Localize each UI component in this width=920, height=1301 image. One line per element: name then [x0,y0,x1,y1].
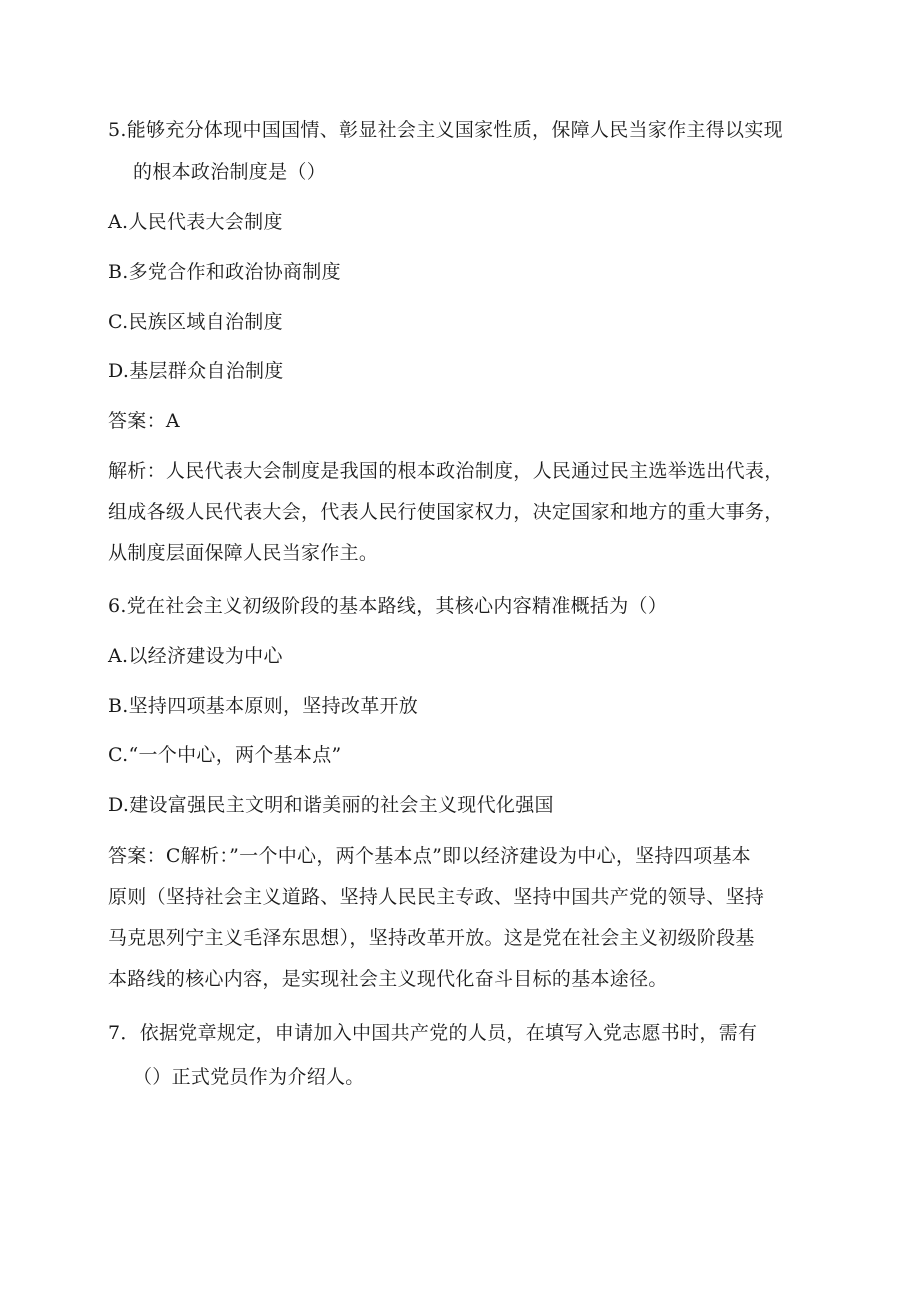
question-6-answer-line-3: 马克思列宁主义毛泽东思想），坚持改革开放。这是党在社会主义初级阶段基 [108,927,755,949]
question-5-text-continued: 的根本政治制度是（） [133,161,327,183]
question-6-text: 6.党在社会主义初级阶段的基本路线，其核心内容精准概括为（） [108,595,668,617]
question-6-option-a: A.以经济建设为中心 [108,645,283,667]
question-5-analysis-line-2: 组成各级人民代表大会，代表人民行使国家权力，决定国家和地方的重大事务， [108,501,784,523]
question-6-answer-line-1: 答案：C解析：”一个中心，两个基本点”即以经济建设为中心，坚持四项基本 [108,845,751,867]
question-5-option-a: A.人民代表大会制度 [108,211,283,233]
question-7-text-continued: （）正式党员作为介绍人。 [133,1066,365,1088]
question-5-text: 5.能够充分体现中国国情、彰显社会主义国家性质，保障人民当家作主得以实现 [108,119,783,141]
question-5-option-c: C.民族区域自治制度 [108,311,283,333]
question-6-option-b: B.坚持四项基本原则，坚持改革开放 [108,695,419,717]
question-6-answer-line-4: 本路线的核心内容，是实现社会主义现代化奋斗目标的基本途径。 [108,968,668,990]
question-5-option-d: D.基层群众自治制度 [108,360,284,382]
question-5-analysis-line-3: 从制度层面保障人民当家作主。 [108,542,379,564]
question-7-text: 7．依据党章规定，申请加入中国共产党的人员，在填写入党志愿书时，需有 [108,1022,758,1044]
question-6-option-d: D.建设富强民主文明和谐美丽的社会主义现代化强国 [108,794,554,816]
question-6-option-c: C.“一个中心，两个基本点” [108,744,342,766]
question-6-answer-line-2: 原则（坚持社会主义道路、坚持人民民主专政、坚持中国共产党的领导、坚持 [108,886,765,908]
question-5-analysis-line-1: 解析：人民代表大会制度是我国的根本政治制度，人民通过民主选举选出代表， [108,460,784,482]
question-5-answer: 答案：A [108,410,180,432]
question-5-option-b: B.多党合作和政治协商制度 [108,261,341,283]
